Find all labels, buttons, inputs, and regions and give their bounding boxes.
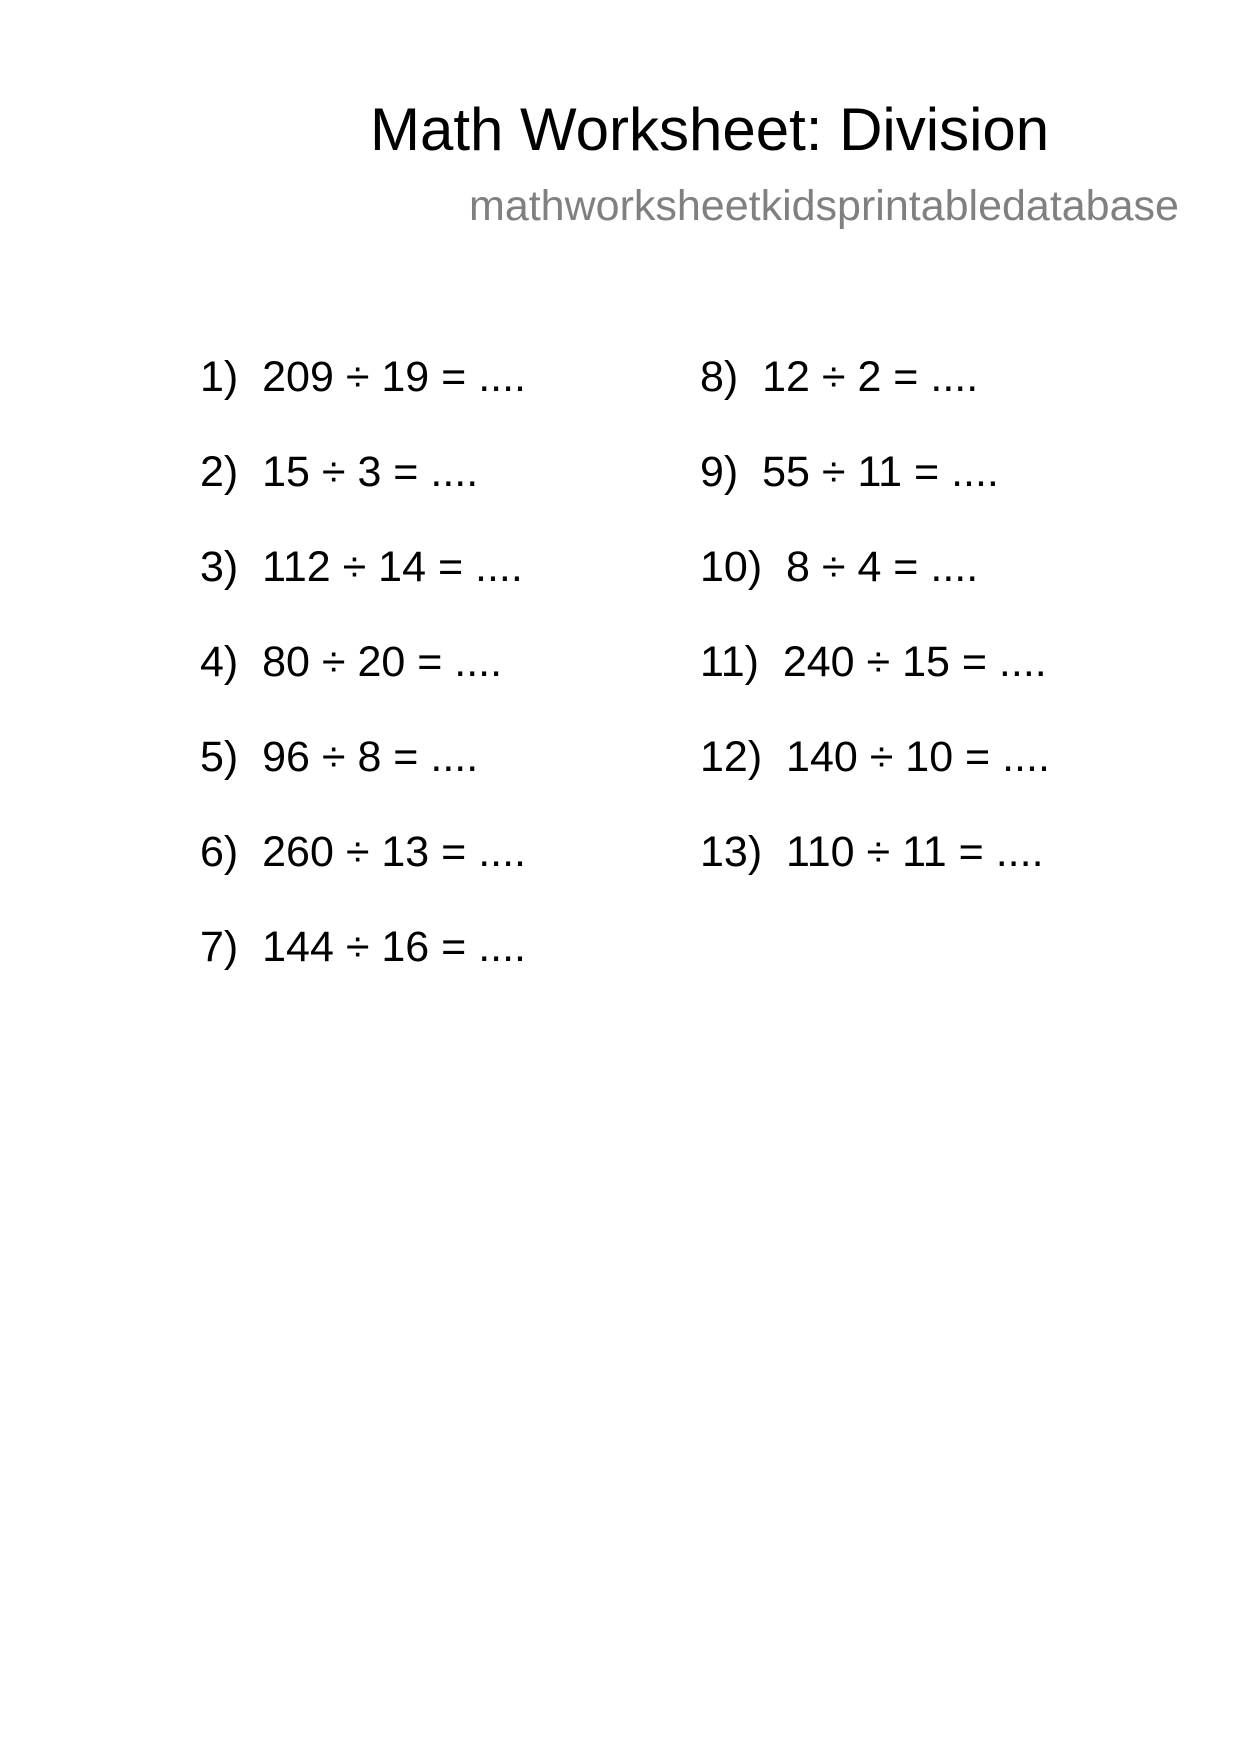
problem-item: 1) 209 ÷ 19 = ....: [200, 353, 526, 401]
problem-item: 9) 55 ÷ 11 = ....: [700, 448, 999, 496]
worksheet-source: mathworksheetkidsprintabledatabase: [469, 182, 1179, 230]
problem-item: 12) 140 ÷ 10 = ....: [700, 733, 1050, 781]
problem-item: 7) 144 ÷ 16 = ....: [200, 923, 526, 971]
problem-item: 3) 112 ÷ 14 = ....: [200, 543, 523, 591]
problem-item: 4) 80 ÷ 20 = ....: [200, 638, 503, 686]
problem-item: 6) 260 ÷ 13 = ....: [200, 828, 526, 876]
problem-item: 2) 15 ÷ 3 = ....: [200, 448, 479, 496]
problem-item: 8) 12 ÷ 2 = ....: [700, 353, 979, 401]
problem-item: 5) 96 ÷ 8 = ....: [200, 733, 479, 781]
problem-column-right: [700, 352, 1050, 922]
problem-column-left: [200, 352, 526, 1017]
worksheet-title: Math Worksheet: Division: [370, 96, 1050, 163]
problem-item: 11) 240 ÷ 15 = ....: [700, 638, 1047, 686]
problem-item: 13) 110 ÷ 11 = ....: [700, 828, 1044, 876]
problem-item: 10) 8 ÷ 4 = ....: [700, 543, 979, 591]
